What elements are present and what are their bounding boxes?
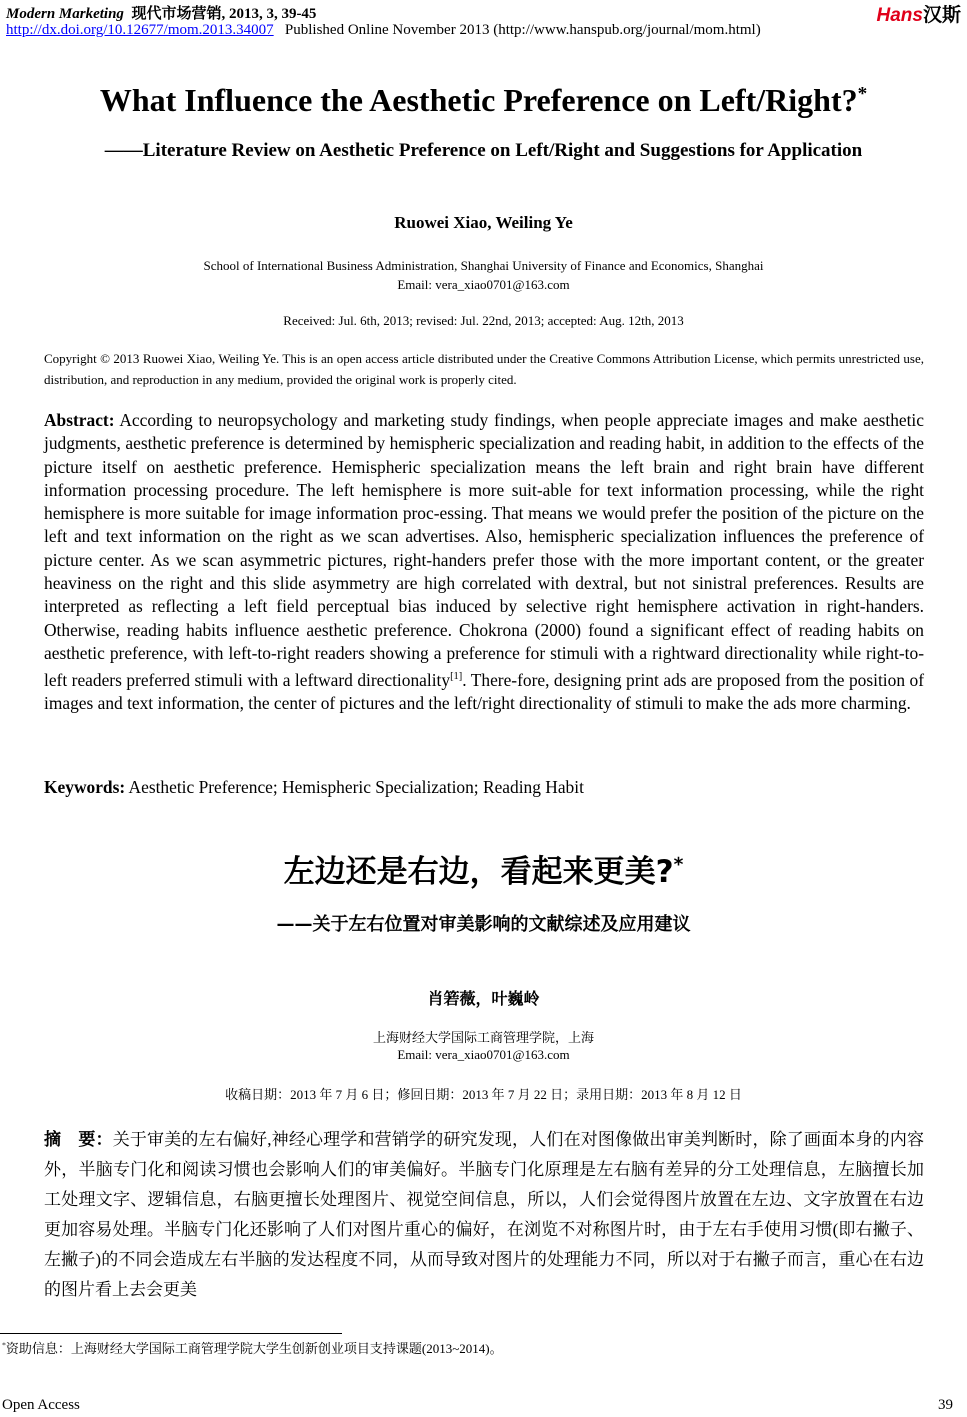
footnote-divider [0,1333,342,1334]
authors: Ruowei Xiao, Weiling Ye [394,213,573,232]
received-dates: Received: Jul. 6th, 2013; revised: Jul. 22nd, 2013; accepted: Aug. 12th, 2013 [283,313,684,328]
abstract-label: Abstract: [44,410,115,430]
doi-link[interactable]: http://dx.doi.org/10.12677/mom.2013.34007 [6,22,274,38]
abstract-en: Abstract: According to neuropsychology and marketing study findings, when people appreciate images and make aesthetic judgments, aesthetic preference is determined by hemispheric specialization and reading habit, in addition to the effects of the picture itself on aesthetic preference. Hemispheric specialization means the left brain and right brain have different information processing procedure. The left hemisphere is more suit-able for text information processing, while the right hemisphere is more suitable for image information proc-essing. That means we would prefer the position of the picture on the left and text information on the right as we scan advertises. Also, hemispheric specialization influences the preference of picture center. As we scan asymmetric pictures, right-handers prefer those with the more important content, or the greater heaviness on the right and this slide asymmetry are high correlated with dextral, but not sinistral preferences. Results are interpreted as reflecting a left field perceptual bias induced by selective right hemisphere activation in right-handers. Otherwise, reading habits influence aesthetic preference. Chokrona (2000) found a significant effect of reading habits on aesthetic preference, with left-to-right readers showing a preference for stimuli with a rightward directionality while right-to-left readers preferred stimuli with a leftward directionality[1]. There-fore, designing print ads are proposed from the position of images and text information, the center of pictures and the left/right directionality of stimuli to make the ads more charming. [44,410,924,714]
journal-header [6,2,316,23]
cn-email: Email: vera_xiao0701@163.com [397,1047,570,1062]
abstract-cn: 摘 要：关于审美的左右偏好,神经心理学和营销学的研究发现，人们在对图像做出审美判断时，除了画面本身的内容外，半脑专门化和阅读习惯也会影响人们的审美偏好。半脑专门化原理是左右脑有差异的分工处理信息，左脑擅长加工处理文字、逻辑信息，右脑更擅长处理图片、视觉空间信息，所以，人们会觉得图片放置在左边、文字放置在右边更加容易处理。半脑专门化还影响了人们对图片重心的偏好，在浏览不对称图片时，由于左右手使用习惯(即右撇子、左撇子)的不同会造成左右半脑的发达程度不同，从而导致对图片的处理能力不同，所以对于右撇子而言，重心在右边的图片看上去会更美 [44,1130,924,1299]
cn-authors: 肖箬薇，叶巍岭 [427,989,540,1008]
open-access-label: Open Access [2,1397,80,1413]
journal-name: Modern Marketing [6,6,124,22]
keywords: Keywords: Aesthetic Preference; Hemispheric Specialization; Reading Habit [44,777,584,797]
cn-affiliation: 上海财经大学国际工商管理学院，上海 [372,1030,594,1045]
cn-title: 左边还是右边，看起来更美?* [283,854,684,890]
paper-title: What Influence the Aesthetic Preference on Left/Right?* [99,82,868,118]
doi-line [6,22,761,39]
page-number: 39 [938,1397,953,1413]
cn-dates: 收稿日期：2013 年 7 月 6 日；修回日期：2013 年 7 月 22 日；录用日期：2013 年 8 月 12 日 [225,1087,742,1102]
copyright: Copyright © 2013 Ruowei Xiao, Weiling Ye. This is an open access article distributed under the Creative Commons Attribution License, which permits unrestricted use, distribution, and reproduction in any medium, provided the original work is properly cited. [44,351,924,387]
footnote: *资助信息：上海财经大学国际工商管理学院大学生创新创业项目支持课题(2013~2014)。 [2,1340,503,1356]
affiliation: School of International Business Administration, Shanghai University of Finance and Economics, Shanghai [203,258,764,273]
published-note: Published Online November 2013 (http://www.hanspub.org/journal/mom.html) [284,22,761,38]
email: Email: vera_xiao0701@163.com [397,277,570,292]
paper-subtitle: ——Literature Review on Aesthetic Preference on Left/Right and Suggestions for Application [104,140,863,161]
journal-citation: 现代市场营销, 2013, 3, 39-45 [131,6,317,22]
citation-ref[interactable]: [1] [450,671,463,683]
hans-logo: Hans汉斯 [876,5,961,26]
cn-subtitle: ——关于左右位置对审美影响的文献综述及应用建议 [276,914,691,935]
